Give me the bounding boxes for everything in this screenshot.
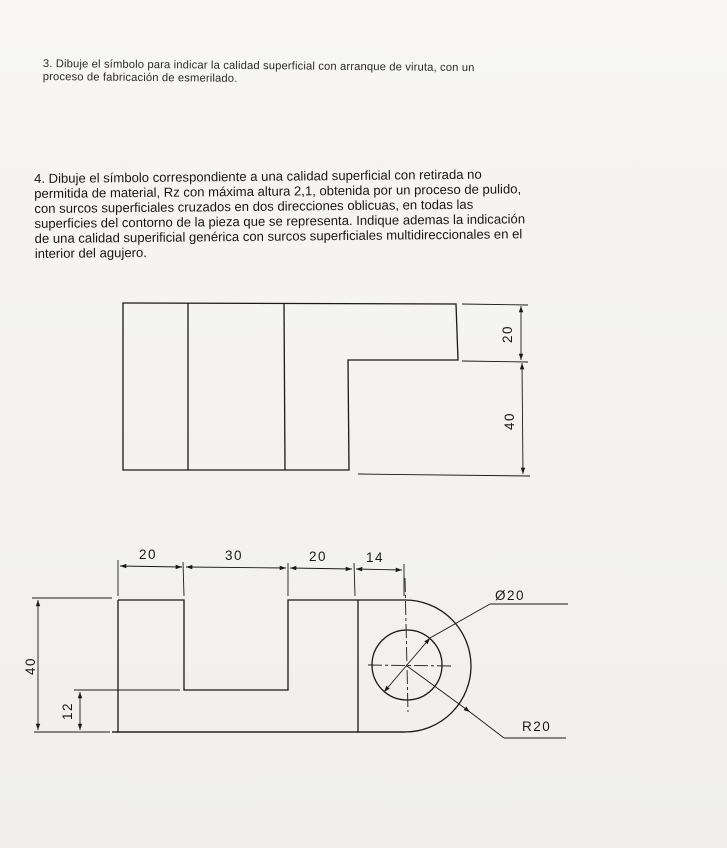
- question-4-line: con surcos superficiales cruzados en dos direcciones oblicuas, en todas las: [34, 196, 474, 216]
- dim-30: 30: [225, 548, 244, 563]
- extension-line: [358, 474, 530, 476]
- dimension-line: [522, 363, 523, 474]
- extension-line: [462, 361, 528, 362]
- dim-height-40: 40: [23, 656, 38, 675]
- question-4-line: interior del agujero.: [34, 244, 147, 261]
- center-line: [368, 665, 452, 666]
- question-3-line: 3. Dibuje el símbolo para indicar la calidad superficial con arranque de viruta, con un: [42, 58, 475, 75]
- top-view-edge: [284, 303, 285, 470]
- dimension-line: [356, 569, 402, 570]
- question-4-line: de una calidad superificial genérica con surcos superficiales multidireccionales en el: [34, 225, 523, 246]
- top-view-dim-lower: 40: [502, 411, 517, 430]
- dim-20-right: 20: [309, 549, 328, 564]
- dim-14: 14: [366, 550, 385, 565]
- question-4-line: 4. Dibuje el símbolo correspondiente a una calidad superficial con retirada no: [33, 166, 482, 186]
- leader-line: [407, 666, 470, 712]
- center-lines: [368, 578, 452, 712]
- front-dimensions: [32, 560, 568, 738]
- leader-line: [470, 712, 504, 738]
- question-3-line: proceso de fabricación de esmerilado.: [42, 70, 238, 85]
- dimension-line: [120, 566, 182, 567]
- question-4-line: superficies del contorno de la pieza que se representa. Indique ademas la indicación: [34, 211, 526, 231]
- radius-label: R20: [522, 719, 552, 734]
- dim-20-left: 20: [139, 547, 158, 562]
- diameter-label: Ø20: [495, 588, 526, 603]
- dimension-line: [186, 567, 286, 568]
- top-view-outline: [123, 303, 458, 470]
- top-view: [123, 303, 530, 476]
- center-line: [405, 578, 408, 712]
- extension-line: [183, 562, 184, 596]
- question-4-line: permitida de material, Rz con máxima altura 2,1, obtenida por un proceso de pulido,: [34, 181, 522, 201]
- top-view-dim-upper: 20: [500, 324, 515, 343]
- dim-step-12: 12: [60, 701, 75, 720]
- extension-line: [354, 563, 355, 596]
- dimension-line: [290, 568, 352, 569]
- extension-line: [462, 304, 528, 305]
